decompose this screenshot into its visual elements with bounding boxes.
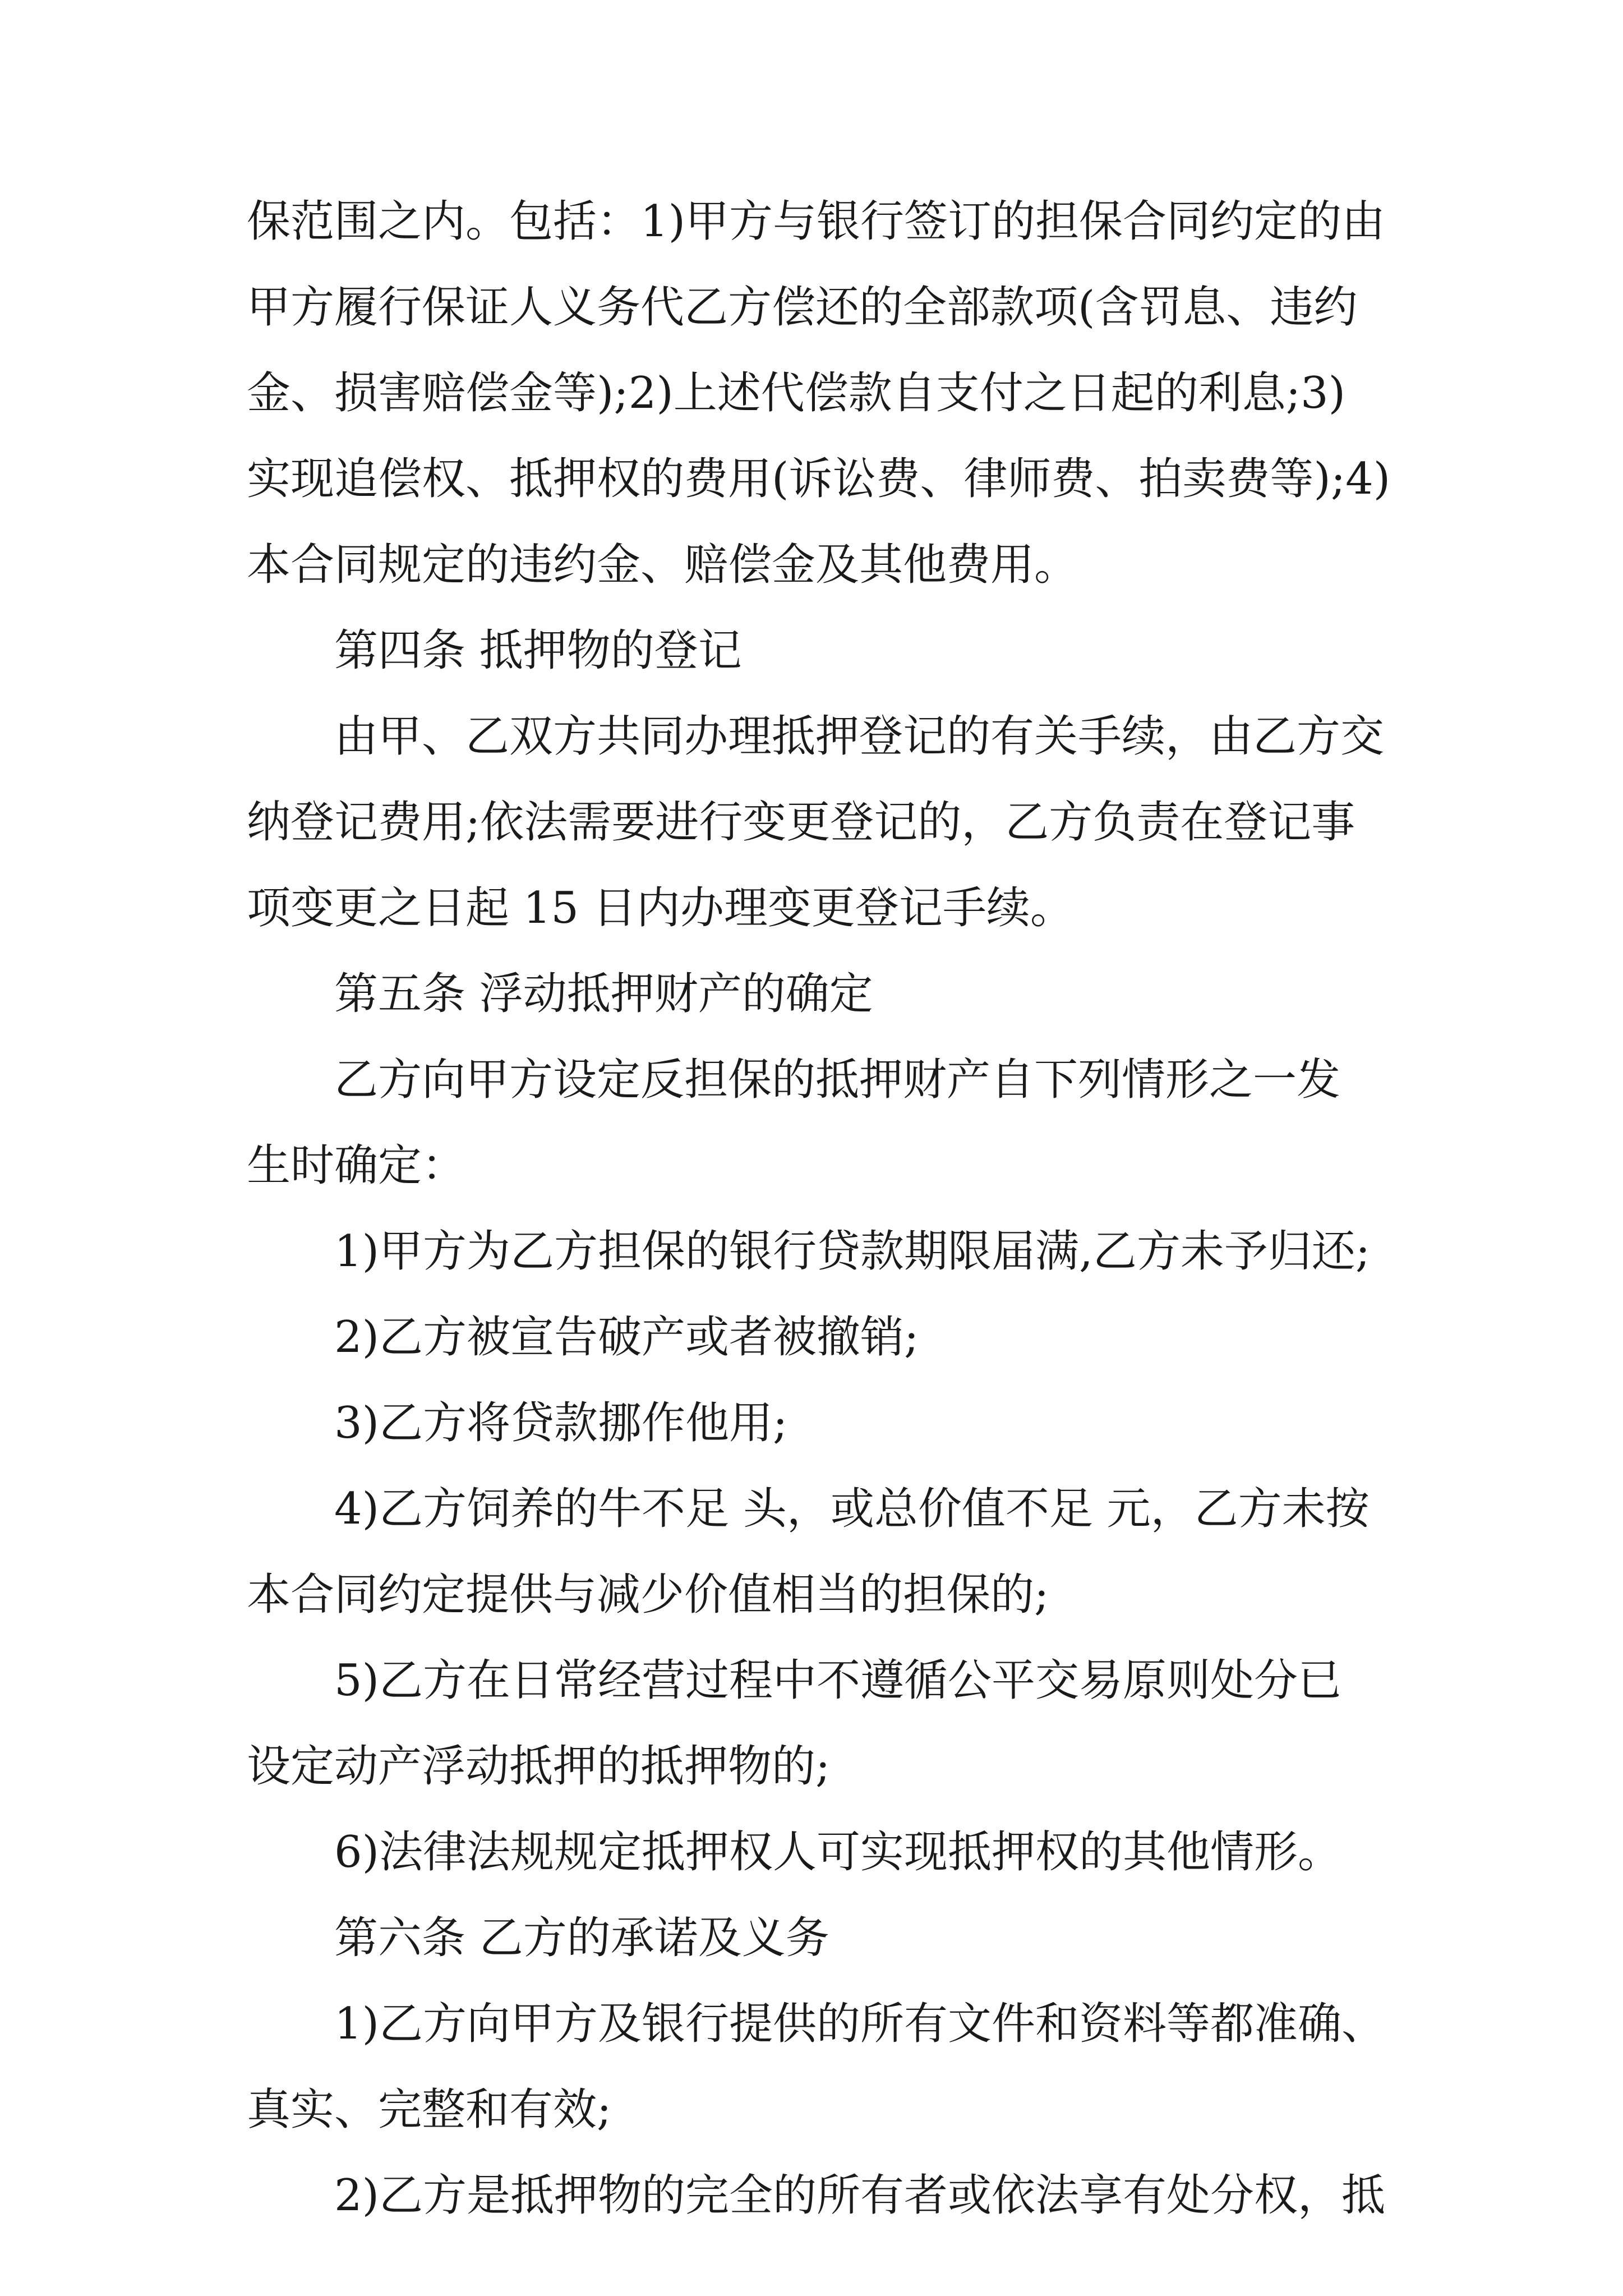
list-item: 2)乙方是抵押物的完全的所有者或依法享有处分权，抵: [334, 2170, 1386, 2221]
section-heading-5: 第五条 浮动抵押财产的确定: [334, 969, 873, 1019]
text-line: 乙方向甲方设定反担保的抵押财产自下列情形之一发: [334, 1055, 1341, 1105]
list-item: 3)乙方将贷款挪作他用;: [334, 1398, 788, 1448]
text-line: 金、损害赔偿金等);2)上述代偿款自支付之日起的利息;3): [247, 368, 1346, 418]
list-item: 2)乙方被宣告破产或者被撤销;: [334, 1312, 919, 1363]
list-item: 6)法律法规规定抵押权人可实现抵押权的其他情形。: [334, 1827, 1342, 1878]
list-item: 1)甲方为乙方担保的银行贷款期限届满,乙方未予归还;: [334, 1226, 1371, 1277]
text-line: 生时确定：: [247, 1140, 466, 1191]
list-item: 5)乙方在日常经营过程中不遵循公平交易原则处分已: [334, 1655, 1342, 1706]
section-heading-4: 第四条 抵押物的登记: [334, 625, 742, 676]
text-line: 由甲、乙双方共同办理抵押登记的有关手续，由乙方交: [334, 711, 1385, 762]
text-line: 实现追偿权、抵押权的费用(诉讼费、律师费、拍卖费等);4): [247, 454, 1391, 504]
text-line: 本合同约定提供与减少价值相当的担保的;: [247, 1570, 1049, 1620]
list-item: 4)乙方饲养的牛不足 头，或总价值不足 元，乙方未按: [334, 1484, 1370, 1534]
section-heading-6: 第六条 乙方的承诺及义务: [334, 1913, 829, 1963]
text-line: 保范围之内。包括：1)甲方与银行签订的担保合同约定的由: [247, 196, 1386, 247]
list-item: 1)乙方向甲方及银行提供的所有文件和资料等都准确、: [334, 1999, 1386, 2049]
text-line: 纳登记费用;依法需要进行变更登记的，乙方负责在登记事: [247, 797, 1355, 848]
text-line: 本合同规定的违约金、赔偿金及其他费用。: [247, 540, 1078, 590]
text-line: 真实、完整和有效;: [247, 2085, 612, 2135]
text-line: 项变更之日起 15 日内办理变更登记手续。: [247, 883, 1074, 933]
text-line: 甲方履行保证人义务代乙方偿还的全部款项(含罚息、违约: [247, 282, 1358, 333]
text-line: 设定动产浮动抵押的抵押物的;: [247, 1741, 831, 1792]
